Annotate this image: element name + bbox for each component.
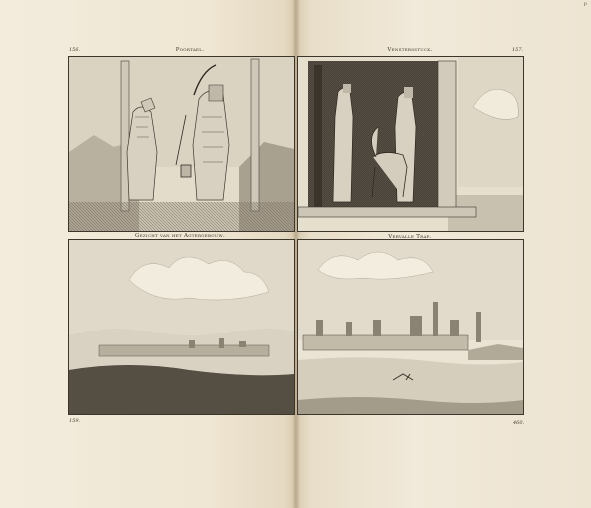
plate-caption-ruined-stair: Vervalle Trap. [388, 234, 432, 240]
right-signature: 460. [513, 420, 525, 426]
engraving-rear-building [68, 239, 295, 415]
left-page-number: 156. [69, 47, 81, 53]
engraving-ruined-stair [297, 239, 524, 415]
plate-caption-rear-building: Gezicht van het Agtergebouw. [134, 233, 226, 239]
engraving-portal [68, 56, 295, 232]
plate-caption-window: Venstersstuck. [387, 47, 433, 53]
left-signature: 159. [69, 418, 81, 424]
engraving-window [297, 56, 524, 232]
right-page-number: 157. [512, 47, 524, 53]
corner-mark: p [583, 1, 587, 7]
plate-caption-portal: Poortael. [175, 47, 205, 53]
